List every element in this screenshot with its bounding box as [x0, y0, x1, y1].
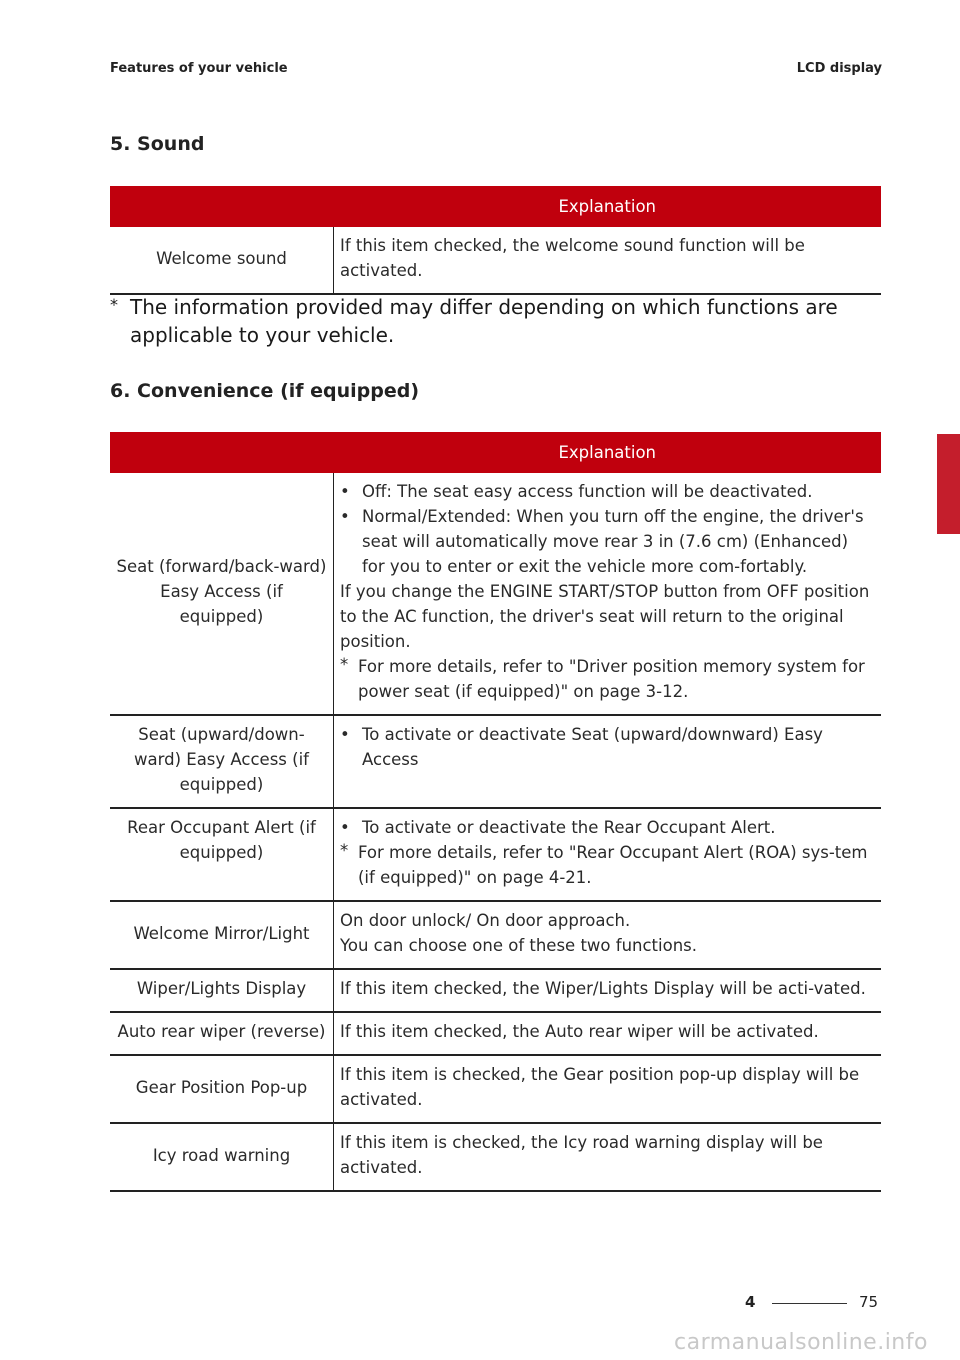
chapter-side-number: 4 [939, 514, 952, 535]
row-explanation [334, 715, 882, 808]
row-label: Welcome sound [110, 227, 334, 294]
row-label: Rear Occupant Alert (if equipped) [110, 808, 334, 901]
page-number: 75 [859, 1293, 879, 1311]
explanation-line: On door unlock/ On door approach. [340, 911, 631, 930]
bullet-item: • Normal/Extended: When you turn off the engine, the driver's seat will automatically move rear 3 in (7.6 cm) (Enhanced) for you to enter or exit the vehicle more com-fortably. [340, 504, 875, 579]
table-row [110, 715, 881, 808]
table-header-row [110, 432, 881, 473]
table-row [110, 1012, 881, 1055]
running-header-section: Features of your vehicle [110, 61, 288, 76]
row-explanation: If this item is checked, the Gear position pop-up display will be activated. [334, 1055, 882, 1123]
table-row [110, 1055, 881, 1123]
row-explanation: If this item checked, the Wiper/Lights Display will be acti-vated. [334, 969, 882, 1012]
header-cell-empty [110, 432, 334, 473]
table-row [110, 1123, 881, 1191]
row-label: Wiper/Lights Display [110, 969, 334, 1012]
footer-divider [772, 1303, 847, 1304]
row-label: Icy road warning [110, 1123, 334, 1191]
row-label: Seat (forward/back-ward) Easy Access (if equipped) [110, 473, 334, 715]
table-header-row [110, 186, 881, 227]
section-title-sound: 5. Sound [110, 133, 205, 155]
row-label: Gear Position Pop-up [110, 1055, 334, 1123]
footnote-star: * [110, 295, 118, 314]
row-explanation [334, 808, 882, 901]
reference-note: * For more details, refer to "Driver position memory system for power seat (if equipped)" on page 3-12. [340, 654, 875, 704]
running-header-topic: LCD display [796, 61, 882, 76]
header-cell-empty [110, 186, 334, 227]
sound-table [110, 186, 881, 295]
row-explanation: If this item is checked, the Icy road warning display will be activated. [334, 1123, 882, 1191]
header-cell-explanation: Explanation [334, 432, 882, 473]
table-row [110, 969, 881, 1012]
bullet-item: • To activate or deactivate the Rear Occupant Alert. [340, 815, 875, 840]
row-label: Seat (upward/down-ward) Easy Access (if equipped) [110, 715, 334, 808]
section-title-convenience: 6. Convenience (if equipped) [110, 380, 420, 402]
row-explanation [334, 901, 882, 969]
row-explanation: If this item checked, the Auto rear wiper will be activated. [334, 1012, 882, 1055]
row-explanation [334, 473, 882, 715]
explanation-line: You can choose one of these two functions. [340, 936, 697, 955]
paragraph: If you change the ENGINE START/STOP button from OFF position to the AC function, the driver's seat will return to the original position. [340, 582, 870, 651]
table-row [110, 473, 881, 715]
reference-note: * For more details, refer to "Rear Occupant Alert (ROA) sys-tem (if equipped)" on page 4-21. [340, 840, 875, 890]
table-row [110, 227, 881, 294]
convenience-table [110, 432, 881, 1192]
footnote-text: The information provided may differ depending on which functions are applicable to your vehicle. [130, 295, 838, 347]
row-label: Welcome Mirror/Light [110, 901, 334, 969]
table-row [110, 901, 881, 969]
footer-chapter: 4 [745, 1293, 756, 1311]
watermark: carmanualsonline.info [674, 1330, 928, 1355]
bullet-item: • Off: The seat easy access function will be deactivated. [340, 479, 875, 504]
header-cell-explanation: Explanation [334, 186, 882, 227]
row-explanation: If this item checked, the welcome sound function will be activated. [334, 227, 882, 294]
table-row [110, 808, 881, 901]
row-label: Auto rear wiper (reverse) [110, 1012, 334, 1055]
footnote [110, 293, 870, 349]
bullet-item: • To activate or deactivate Seat (upward/downward) Easy Access [340, 722, 875, 772]
